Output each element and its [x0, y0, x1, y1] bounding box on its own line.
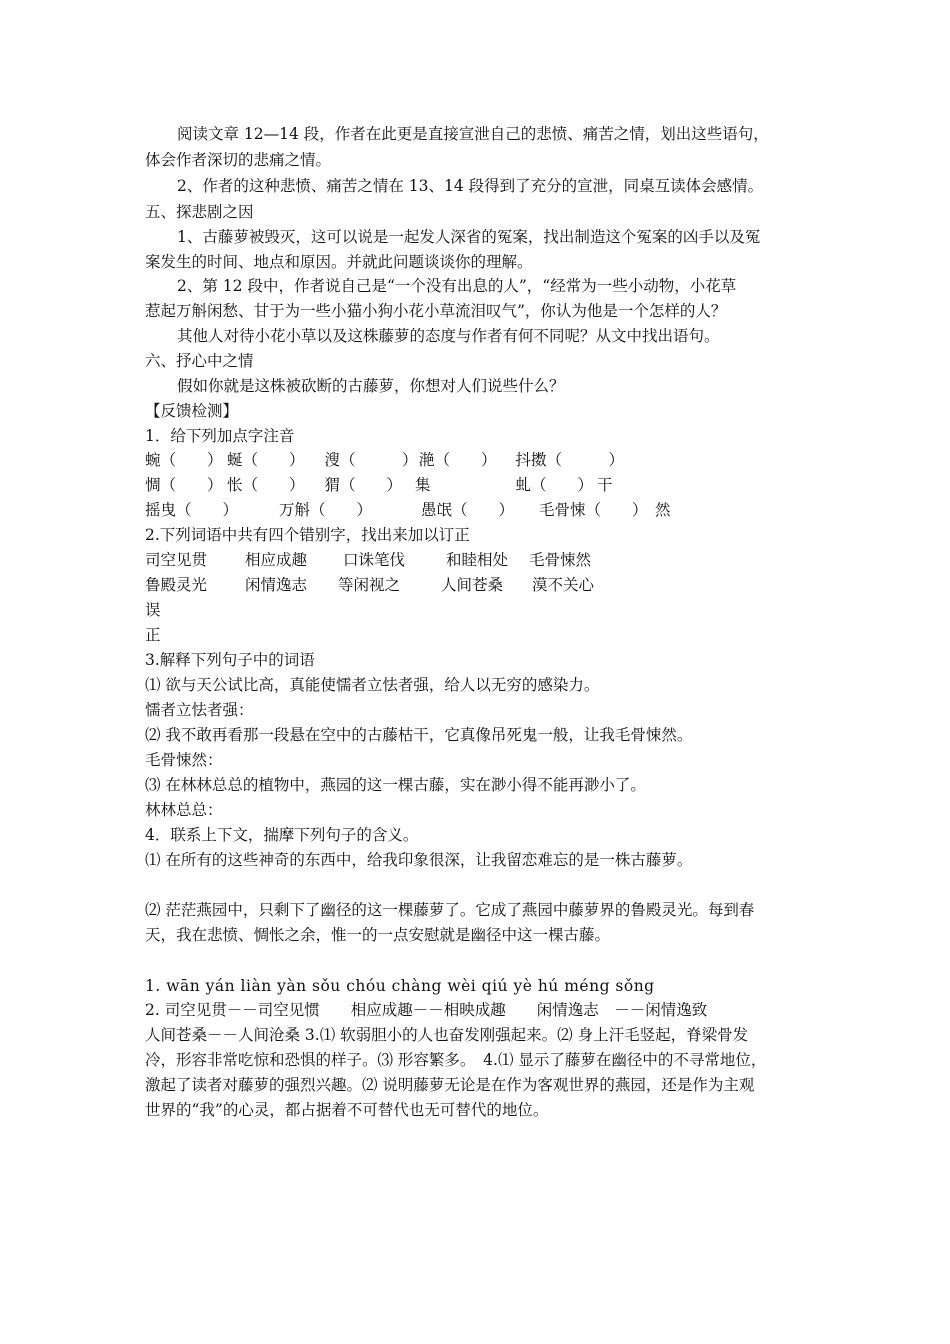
wrong-label: 误: [145, 601, 161, 619]
pinyin-item: 蜿（ ）: [145, 451, 223, 469]
sentence: ⑴ 欲与天公试比高，真能使懦者立怯者强，给人以无穷的感染力。: [145, 676, 600, 694]
section-heading: 六、抒心中之情: [145, 352, 254, 370]
pinyin-item: 惆（ ）: [145, 476, 223, 494]
word-item: 口诛笔伐: [343, 551, 406, 569]
pinyin-row: [145, 499, 825, 521]
word-item: 司空见贯: [145, 551, 208, 569]
answer-text: 人间苍桑－－人间沧桑 3.⑴ 软弱胆小的人也奋发刚强起来。⑵ 身上汗毛竖起，脊梁骨发: [145, 1026, 749, 1044]
exercise-title: 3.解释下列句子中的词语: [145, 651, 315, 669]
exercise-title: 4．联系上下文，揣摩下列句子的含义。: [145, 826, 419, 844]
pinyin-item: 抖擞（ ）: [500, 451, 625, 469]
exercise-title: 2.下列词语中共有四个错别字，找出来加以订正: [145, 526, 470, 544]
pinyin-item: 然: [655, 501, 671, 519]
pinyin-item: 猬（ ）: [309, 476, 403, 494]
question: 1、古藤萝被毁灭，这可以说是一起发人深省的冤案，找出制造这个冤案的凶手以及冤: [177, 228, 761, 246]
question: 惹起万斛闲愁、甘于为一些小猫小狗小花小草流泪叹气”，你认为他是一个怎样的人？: [145, 302, 727, 320]
word-row: [145, 574, 825, 596]
pinyin-item: 集: [415, 476, 431, 494]
pinyin-item: 干: [597, 476, 613, 494]
right-label: 正: [145, 626, 161, 644]
paragraph: 体会作者深切的悲痛之情。: [145, 151, 332, 169]
word-row: [145, 549, 825, 571]
answer-text: 激起了读者对藤萝的强烈兴趣。⑵ 说明藤萝无论是在作为客观世界的燕园，还是作为主观: [145, 1076, 755, 1094]
answer-text: 冷，形容非常吃惊和恐惧的样子。⑶ 形容繁多。 4.⑴ 显示了藤萝在幽径中的不寻常地位，: [145, 1051, 767, 1069]
section-heading: 【反馈检测】: [145, 402, 239, 420]
word-prompt: 毛骨悚然：: [145, 751, 223, 769]
question: 2、第 12 段中，作者说自己是“一个没有出息的人”，“经常为一些小动物，小花草: [177, 277, 737, 295]
pinyin-item: 毛骨悚（ ）: [539, 501, 648, 519]
pinyin-item: 愚氓（ ）: [421, 501, 515, 519]
paragraph: 阅读文章 12—14 段，作者在此更是直接宣泄自己的悲愤、痛苦之情，划出这些语句，: [177, 125, 769, 143]
question: 案发生的时间、地点和原因。并就此问题谈谈你的理解。: [145, 253, 533, 271]
answer-text: 2. 司空见贯－－司空见惯 相应成趣－－相映成趣 闲情逸志 －－闲情逸致: [145, 1001, 708, 1019]
paragraph: 2、作者的这种悲愤、痛苦之情在 13、14 段得到了充分的宣泄，同桌互读体会感情。: [177, 177, 764, 195]
sentence: ⑵ 茫茫燕园中，只剩下了幽径的这一棵藤萝了。它成了燕园中藤萝界的鲁殿灵光。每到春: [145, 901, 755, 919]
word-prompt: 懦者立怯者强：: [145, 701, 254, 719]
sentence: ⑶ 在林林总总的植物中，燕园的这一棵古藤，实在渺小得不能再渺小了。: [145, 776, 646, 794]
answer-text: 世界的“我”的心灵，都占据着不可替代也无可替代的地位。: [145, 1101, 549, 1119]
pinyin-item: 溲（ ）: [309, 451, 418, 469]
pinyin-row: [145, 449, 825, 471]
answer-pinyin: 1. wān yán liàn yàn sǒu chóu chàng wèi qiú yè hú méng sǒng: [145, 977, 655, 995]
word-item: 相应成趣: [245, 551, 308, 569]
word-prompt: 林林总总：: [145, 801, 223, 819]
word-item: 闲情逸志: [245, 576, 308, 594]
sentence: ⑴ 在所有的这些神奇的东西中，给我印象很深，让我留恋难忘的是一株古藤萝。: [145, 851, 693, 869]
pinyin-item: 蜒（ ）: [227, 451, 305, 469]
word-item: 漠不关心: [532, 576, 595, 594]
word-item: 鲁殿灵光: [145, 576, 208, 594]
sentence: 天，我在悲愤、惆怅之余，惟一的一点安慰就是幽径中这一棵古藤。: [145, 926, 611, 944]
pinyin-item: 虬（ ）: [500, 476, 594, 494]
word-item: 等闲视之: [338, 576, 401, 594]
pinyin-item: 万斛（ ）: [279, 501, 373, 519]
word-item: 和睦相处: [446, 551, 509, 569]
section-heading: 五、探悲剧之因: [145, 203, 254, 221]
word-item: 人间苍桑: [441, 576, 504, 594]
sentence: ⑵ 我不敢再看那一段悬在空中的古藤枯干，它真像吊死鬼一般，让我毛骨悚然。: [145, 726, 693, 744]
question: 其他人对待小花小草以及这株藤萝的态度与作者有何不同呢？从文中找出语句。: [177, 327, 720, 345]
pinyin-item: 摇曳（ ）: [145, 501, 239, 519]
pinyin-item: 滟（ ）: [419, 451, 497, 469]
pinyin-row: [145, 474, 825, 496]
word-item: 毛骨悚然: [529, 551, 592, 569]
question: 假如你就是这株被砍断的古藤萝，你想对人们说些什么？: [177, 377, 565, 395]
exercise-title: 1．给下列加点字注音: [145, 427, 295, 445]
pinyin-item: 怅（ ）: [227, 476, 305, 494]
